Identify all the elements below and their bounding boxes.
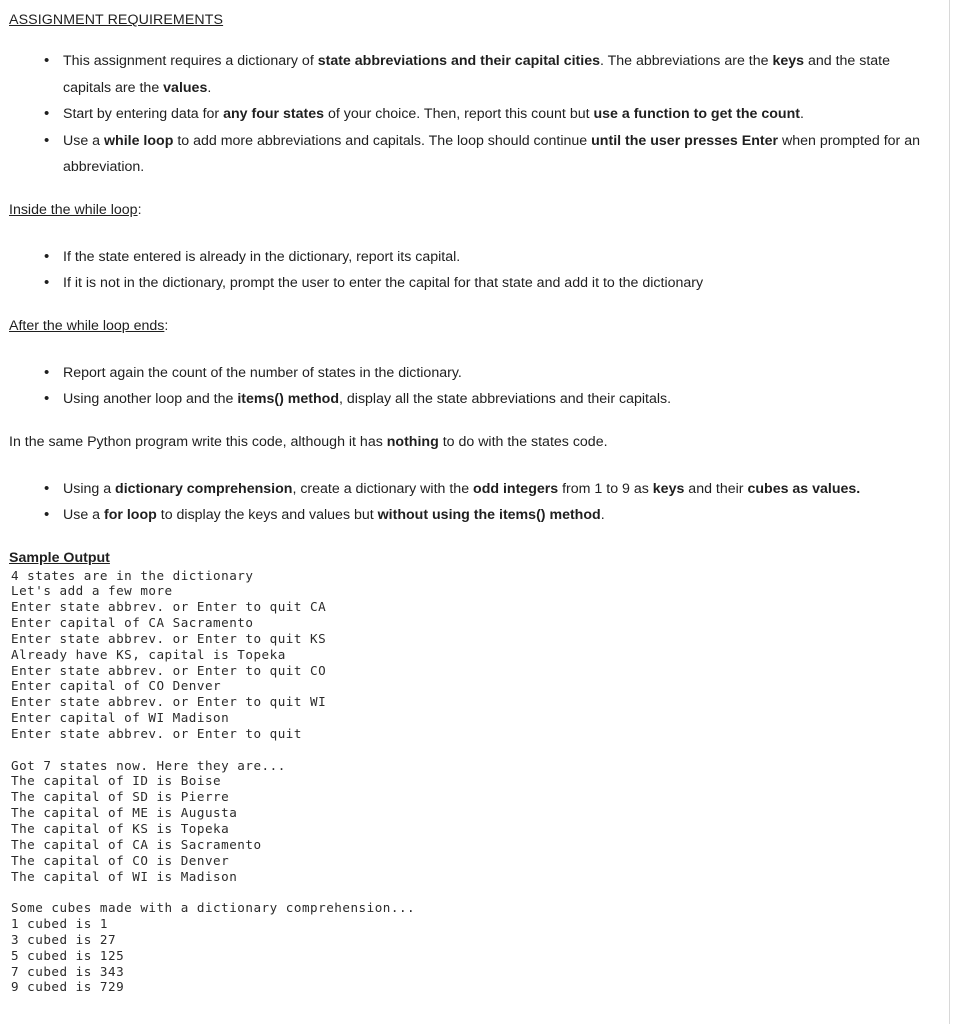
bold-emphasis: for loop [104, 507, 157, 523]
list-item: • Report again the count of the number of states in the dictionary. [63, 360, 939, 387]
bold-emphasis: use a function to get the count [593, 106, 800, 122]
after-loop-heading-line: After the while loop ends: [9, 317, 169, 334]
bold-emphasis: nothing [386, 433, 439, 450]
assignment-document [9, 10, 939, 995]
output-line: The capital of CO is Denver [11, 852, 230, 868]
output-line [11, 742, 939, 758]
bold-emphasis: any four states [223, 106, 325, 122]
output-line: Enter capital of CA Sacramento [11, 615, 254, 631]
output-line: The capital of ME is Augusta [11, 805, 238, 821]
list-item: • Use a while loop to add more abbreviations and capitals. The loop should continue until the user presses Enter when prompted for an abbreviation. [63, 128, 939, 181]
output-line: Let's add a few more [11, 583, 173, 599]
output-line: The capital of SD is Pierre [11, 789, 230, 805]
after-loop-heading: After the while loop ends [9, 317, 165, 334]
output-line: 1 cubed is 1 [11, 916, 108, 932]
bold-emphasis: odd integers [473, 480, 559, 497]
output-line: Already have KS, capital is Topeka [11, 646, 286, 662]
list-item: • This assignment requires a dictionary of state abbreviations and their capital cities. The abbreviations are the keys and the state capitals are the values. [63, 48, 939, 101]
bold-emphasis: keys [652, 480, 685, 497]
output-line: 5 cubed is 125 [11, 947, 125, 963]
output-line: Enter state abbrev. or Enter to quit CO [11, 662, 327, 678]
output-line: Some cubes made with a dictionary comprehension... [11, 900, 416, 916]
inside-loop-list [9, 244, 939, 297]
bold-emphasis: while loop [104, 132, 174, 149]
output-line: 9 cubed is 729 [11, 979, 125, 995]
bold-emphasis: dictionary comprehension [115, 480, 293, 497]
sample-output-heading-line [9, 548, 939, 568]
output-line: Enter state abbrev. or Enter to quit KS [11, 630, 327, 646]
after-loop-list [9, 360, 939, 413]
output-line [11, 884, 939, 900]
list-item: • Use a for loop to display the keys and values but without using the items() method. [63, 502, 939, 529]
output-line: Got 7 states now. Here they are... [11, 757, 286, 773]
page-right-border [949, 0, 950, 1024]
bold-emphasis: without using the items() method [377, 507, 601, 523]
list-item: • Start by entering data for any four states of your choice. Then, report this count but use a function to get the count. [63, 101, 939, 128]
requirements-list [9, 48, 939, 181]
output-line: 4 states are in the dictionary [11, 567, 254, 583]
output-line: 7 cubed is 343 [11, 963, 125, 979]
bold-emphasis: keys [772, 53, 805, 69]
same-program-text: In the same Python program write this code, although it has nothing to do with the states code. [9, 433, 608, 450]
output-line: Enter state abbrev. or Enter to quit WI [11, 694, 327, 710]
output-line: The capital of CA is Sacramento [11, 836, 262, 852]
sample-output-heading: Sample Output [9, 549, 110, 566]
inside-loop-heading-line: Inside the while loop: [9, 201, 142, 218]
output-line: Enter capital of CO Denver [11, 678, 222, 694]
output-line: Enter capital of WI Madison [11, 710, 230, 726]
output-line: Enter state abbrev. or Enter to quit CA [11, 599, 327, 615]
list-item: • Using another loop and the items() method, display all the state abbreviations and their capitals. [63, 386, 939, 413]
bold-emphasis: cubes as values. [747, 480, 861, 497]
inside-loop-heading: Inside the while loop [9, 201, 138, 218]
bold-emphasis: until the user presses Enter [591, 132, 779, 149]
bold-emphasis: values [163, 79, 208, 96]
output-line: The capital of WI is Madison [11, 868, 238, 884]
list-item: • If it is not in the dictionary, prompt the user to enter the capital for that state and add it to the dictionary [63, 270, 939, 297]
list-item: • Using a dictionary comprehension, create a dictionary with the odd integers from 1 to 9 as keys and their cubes as values. [63, 476, 939, 503]
list-item: • If the state entered is already in the dictionary, report its capital. [63, 244, 939, 271]
output-line: Enter state abbrev. or Enter to quit [11, 725, 302, 741]
bold-emphasis: state abbreviations and their capital cities [317, 53, 600, 69]
sample-output-block [11, 568, 939, 996]
output-line: The capital of KS is Topeka [11, 821, 230, 836]
bold-emphasis: items() method [237, 391, 340, 407]
comprehension-list [9, 476, 939, 529]
assignment-title: ASSIGNMENT REQUIREMENTS [9, 12, 224, 28]
output-line: 3 cubed is 27 [11, 931, 117, 947]
output-line: The capital of ID is Boise [11, 773, 222, 789]
